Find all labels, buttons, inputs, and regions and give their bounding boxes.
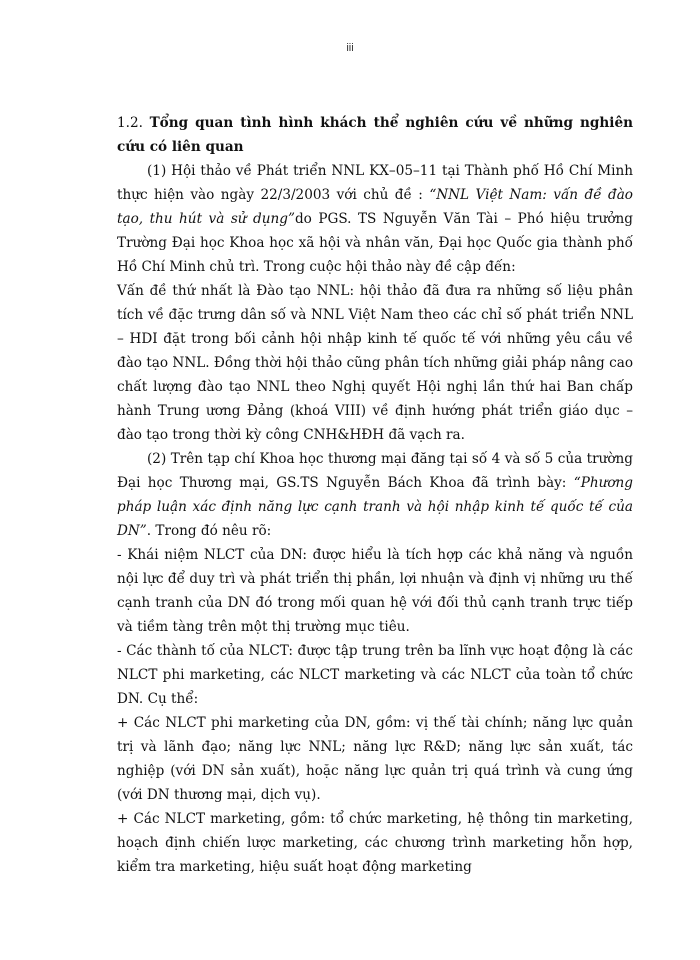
- paragraph-journal-title: “Phương pháp luận xác định năng lực cạnh tranh và hội nhập kinh tế quốc tế của DN”: [117, 475, 633, 539]
- paragraph-journal-intro: (2) Trên tạp chí Khoa học thương mại đăng tại số 4 và số 5 của trường Đại học Thương mại, GS.TS Nguyễn Bách Khoa đã trình bày:: [117, 451, 633, 491]
- page-content: [117, 111, 633, 879]
- paragraph-training-issue: Vấn đề thứ nhất là Đào tạo NNL: hội thảo đã đưa ra những số liệu phân tích về đặc trưng dân số và NNL Việt Nam theo các chỉ số phát triển NNL – HDI đặt trong bối cảnh hội nhập kinh tế quốc tế với những yêu cầu về đào tạo NNL. Đồng thời hội thảo cũng phân tích những giải pháp nâng cao chất lượng đào tạo NNL theo Nghị quyết Hội nghị lần thứ hai Ban chấp hành Trung ương Đảng (khoá VIII) về định hướng phát triển giáo dục – đào tạo trong thời kỳ công CNH&HĐH đã vạch ra.: [117, 283, 633, 443]
- section-heading: [117, 111, 633, 159]
- paragraph-workshop: [117, 159, 633, 279]
- paragraph-nlct-concept: - Khái niệm NLCT của DN: được hiểu là tích hợp các khả năng và nguồn nội lực để duy trì và phát triển thị phần, lợi nhuận và định vị những ưu thế cạnh tranh của DN đó trong mối quan hệ với đối thủ cạnh tranh trực tiếp và tiềm tàng trên một thị trường mục tiêu.: [117, 547, 633, 635]
- paragraph-workshop-topic: “NNL Việt Nam: vấn đề đào tạo, thu hút và sử dụng”: [117, 187, 633, 227]
- paragraph-nlct-components: - Các thành tố của NLCT: được tập trung trên ba lĩnh vực hoạt động là các NLCT phi marketing, các NLCT marketing và các NLCT của toàn tổ chức DN. Cụ thể:: [117, 643, 633, 707]
- paragraph-journal-rest: . Trong đó nêu rõ:: [146, 523, 272, 539]
- paragraph-workshop-rest: do PGS. TS Nguyễn Văn Tài – Phó hiệu trưởng Trường Đại học Khoa học xã hội và nhân văn, Đại học Quốc gia thành phố Hồ Chí Minh chủ trì. Trong cuộc hội thảo này đề cập đến:: [117, 211, 633, 275]
- paragraph-workshop-intro: (1) Hội thảo về Phát triển NNL KX–05–11 tại Thành phố Hồ Chí Minh thực hiện vào ngày 22/3/2003 với chủ đề :: [117, 163, 633, 203]
- paragraph-non-marketing: + Các NLCT phi marketing của DN, gồm: vị thế tài chính; năng lực quản trị và lãnh đạo; năng lực NNL; năng lực R&D; năng lực sản xuất, tác nghiệp (với DN sản xuất), hoặc năng lực quản trị quá trình và cung ứng (với DN thương mại, dịch vụ).: [117, 715, 633, 803]
- page-number: iii: [346, 42, 354, 54]
- paragraph-journal: [117, 447, 633, 543]
- section-title: Tổng quan tình hình khách thể nghiên cứu về những nghiên cứu có liên quan: [117, 115, 633, 155]
- section-number: 1.2.: [117, 115, 143, 131]
- paragraph-marketing: + Các NLCT marketing, gồm: tổ chức marketing, hệ thông tin marketing, hoạch định chiến lược marketing, các chương trình marketing hỗn hợp, kiểm tra marketing, hiệu suất hoạt động marketing: [117, 811, 633, 875]
